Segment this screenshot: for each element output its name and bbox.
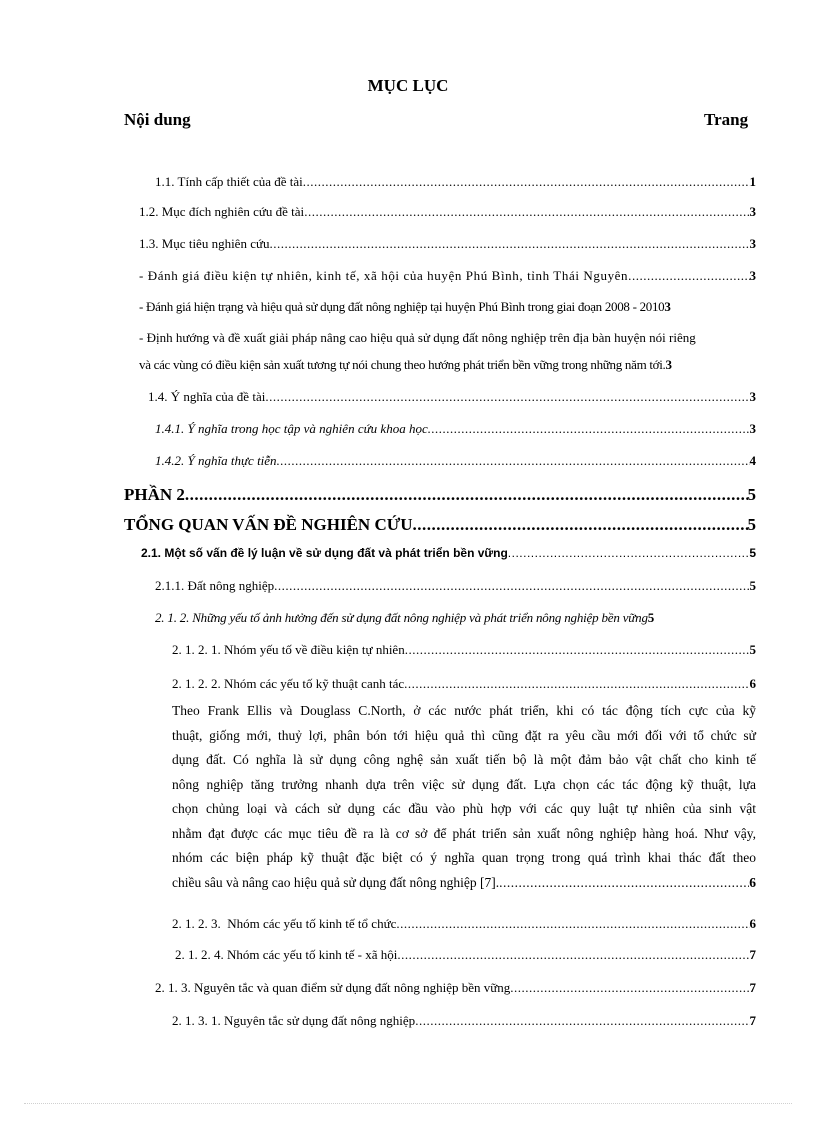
dot-leader (405, 641, 750, 658)
dot-leader (274, 577, 749, 594)
dot-leader (265, 388, 749, 405)
toc-entry-text: 1.4. Ý nghĩa của đề tài (148, 389, 266, 404)
toc-entry-page: 3 (749, 268, 756, 283)
paragraph-line: Theo Frank Ellis và Douglass C.North, ở các nước phát triển, khi có tác động tích cực của kỹ (172, 703, 756, 718)
toc-entry[interactable] (172, 1012, 756, 1029)
toc-entry-page: 7 (749, 1013, 756, 1028)
toc-entry-text: và các vùng có điều kiện sản xuất tương tự nói chung theo hướng phát triển bền vững trong những năm tới. (139, 357, 666, 372)
toc-entry[interactable] (124, 514, 756, 536)
toc-entry[interactable] (155, 452, 756, 469)
toc-entry[interactable] (155, 420, 756, 437)
toc-entry[interactable] (139, 235, 756, 252)
toc-entry-text: 2. 1. 2. 3. Nhóm các yếu tố kinh tế tổ chức (172, 916, 397, 931)
toc-entry-text: 2. 1. 2. 1. Nhóm yếu tố về điều kiện tự nhiên (172, 642, 405, 657)
page-title: MỤC LỤC (367, 76, 449, 95)
toc-entry[interactable] (139, 298, 764, 315)
page-bottom-divider (24, 1103, 792, 1104)
toc-entry-page: 5 (747, 515, 756, 534)
paragraph-line: nhằm đạt được các mục tiêu đề ra là cơ sở để phát triển sản xuất nông nghiệp hàng hoá. Như vậy, (172, 825, 756, 841)
toc-entry-page: 3 (749, 421, 756, 436)
paragraph-line: dụng đất. Có nghĩa là sử dụng công nghệ sản xuất tiến bộ là một đảm bảo vật chất cho kinh tế (172, 752, 756, 767)
dot-leader (185, 484, 748, 506)
toc-entry[interactable] (172, 675, 756, 692)
toc-entry[interactable] (155, 577, 756, 594)
toc-entry-page: 3 (749, 389, 756, 404)
toc-entry-page: 5 (749, 546, 756, 560)
toc-entry-page: 3 (664, 299, 671, 314)
paragraph-last-line (172, 871, 756, 896)
toc-entry-text: - Đánh giá hiện trạng và hiệu quả sử dụng đất nông nghiệp tại huyện Phú Bình trong giai đoạn 2008 - 2010 (139, 299, 665, 314)
toc-entry-text: 1.3. Mục tiêu nghiên cứu (139, 236, 270, 251)
dot-leader (404, 675, 749, 692)
toc-entry[interactable] (172, 915, 756, 932)
dot-leader (396, 915, 749, 932)
dot-leader (270, 235, 750, 252)
toc-entry-text: TỔNG QUAN VẤN ĐỀ NGHIÊN CỨU (124, 515, 413, 534)
body-paragraph (172, 699, 756, 895)
toc-entry-text: 1.4.1. Ý nghĩa trong học tập và nghiên cứu khoa học (155, 421, 428, 436)
dot-leader (510, 979, 749, 996)
toc-entry[interactable] (141, 545, 756, 562)
page-column-header: Trang (704, 110, 749, 129)
paragraph-line: nhóm các biện pháp kỹ thuật đặc biệt có ý nghĩa quan trọng trong quá trình khai thác đất theo (172, 850, 756, 865)
dot-leader (413, 514, 748, 536)
toc-entry[interactable] (124, 484, 756, 506)
toc-entry-page: 3 (749, 204, 756, 219)
dot-leader (508, 545, 750, 562)
dot-leader (415, 1012, 749, 1029)
toc-entry-page: 3 (665, 357, 672, 372)
paragraph-line: chiều sâu và nâng cao hiệu quả sử dụng đất nông nghiệp [7]. (172, 874, 500, 890)
toc-entry[interactable] (175, 946, 756, 963)
dot-leader (499, 871, 749, 896)
toc-entry-page: 3 (749, 236, 756, 251)
content-column-header: Nội dung (124, 110, 191, 129)
toc-entry-text: 2. 1. 3. Nguyên tắc và quan điểm sử dụng đất nông nghiệp bền vững (155, 980, 511, 995)
toc-entry-page: 1 (749, 174, 756, 189)
toc-entry-page: 6 (749, 676, 756, 691)
toc-entry-text: 1.1. Tính cấp thiết của đề tài (155, 174, 303, 189)
toc-entry[interactable] (139, 203, 756, 220)
dot-leader (277, 452, 750, 469)
toc-entry-text: 2. 1. 2. 4. Nhóm các yếu tố kinh tế - xã hội (175, 947, 398, 962)
toc-entry-text: - Đánh giá điều kiện tự nhiên, kinh tế, xã hội của huyện Phú Bình, tỉnh Thái Nguyên. (139, 268, 632, 283)
dot-leader (304, 203, 749, 220)
toc-entry[interactable] (172, 641, 756, 658)
toc-entry-page: 6 (749, 916, 756, 931)
toc-entry[interactable] (139, 356, 764, 373)
toc-entry[interactable] (148, 388, 756, 405)
toc-entry-text: 1.4.2. Ý nghĩa thực tiễn (155, 453, 277, 468)
dot-leader (397, 946, 749, 963)
paragraph-line: thuật, giống mới, thuỷ lợi, phân bón tới hiệu quả thì cũng đặt ra yêu cầu mới đối với tổ chức sử (172, 727, 756, 743)
toc-entry-page: 5 (749, 578, 756, 593)
toc-entry-text: 2. 1. 3. 1. Nguyên tắc sử dụng đất nông nghiệp (172, 1013, 416, 1028)
toc-entry[interactable] (155, 979, 756, 996)
toc-entry-text: 1.2. Mục đích nghiên cứu đề tài (139, 204, 305, 219)
toc-entry-page: 4 (749, 453, 756, 468)
toc-entry-page: 7 (749, 980, 756, 995)
toc-entry-text: 2.1. Một số vấn đề lý luận về sử dụng đất và phát triển bền vững (141, 546, 508, 560)
toc-entry[interactable] (155, 173, 756, 190)
toc-entry[interactable] (139, 267, 756, 284)
toc-entry-text: 2. 1. 2. Những yếu tố ảnh hưởng đến sử dụng đất nông nghiệp và phát triển nông nghiệp bền vững (155, 610, 648, 625)
toc-entry-page: 5 (747, 485, 756, 504)
toc-entry-text: - Định hướng và đề xuất giải pháp nâng cao hiệu quả sử dụng đất nông nghiệp trên địa bàn huyện nói riêng (139, 330, 696, 345)
toc-entry[interactable] (155, 609, 763, 626)
toc-entry-page: 5 (749, 642, 756, 657)
toc-entry-text: 2. 1. 2. 2. Nhóm các yếu tố kỹ thuật canh tác (172, 676, 405, 691)
paragraph-page: 6 (749, 874, 756, 890)
dot-leader (428, 420, 750, 437)
toc-entry-text: 2.1.1. Đất nông nghiệp (155, 578, 275, 593)
toc-entry-text: PHẦN 2 (124, 485, 185, 504)
dot-leader (632, 267, 750, 284)
toc-entry-page: 5 (647, 610, 655, 625)
toc-entry-page: 7 (749, 947, 756, 962)
dot-leader (303, 173, 750, 190)
paragraph-line: nông nghiệp tăng trưởng nhanh dựa trên việc sử dụng đất. Lựa chọn các tác động kỹ thuật, lựa (172, 776, 756, 792)
paragraph-line: chọn chủng loại và cách sử dụng các đầu vào phù hợp với các quy luật tự nhiên của sinh vật (172, 801, 756, 816)
